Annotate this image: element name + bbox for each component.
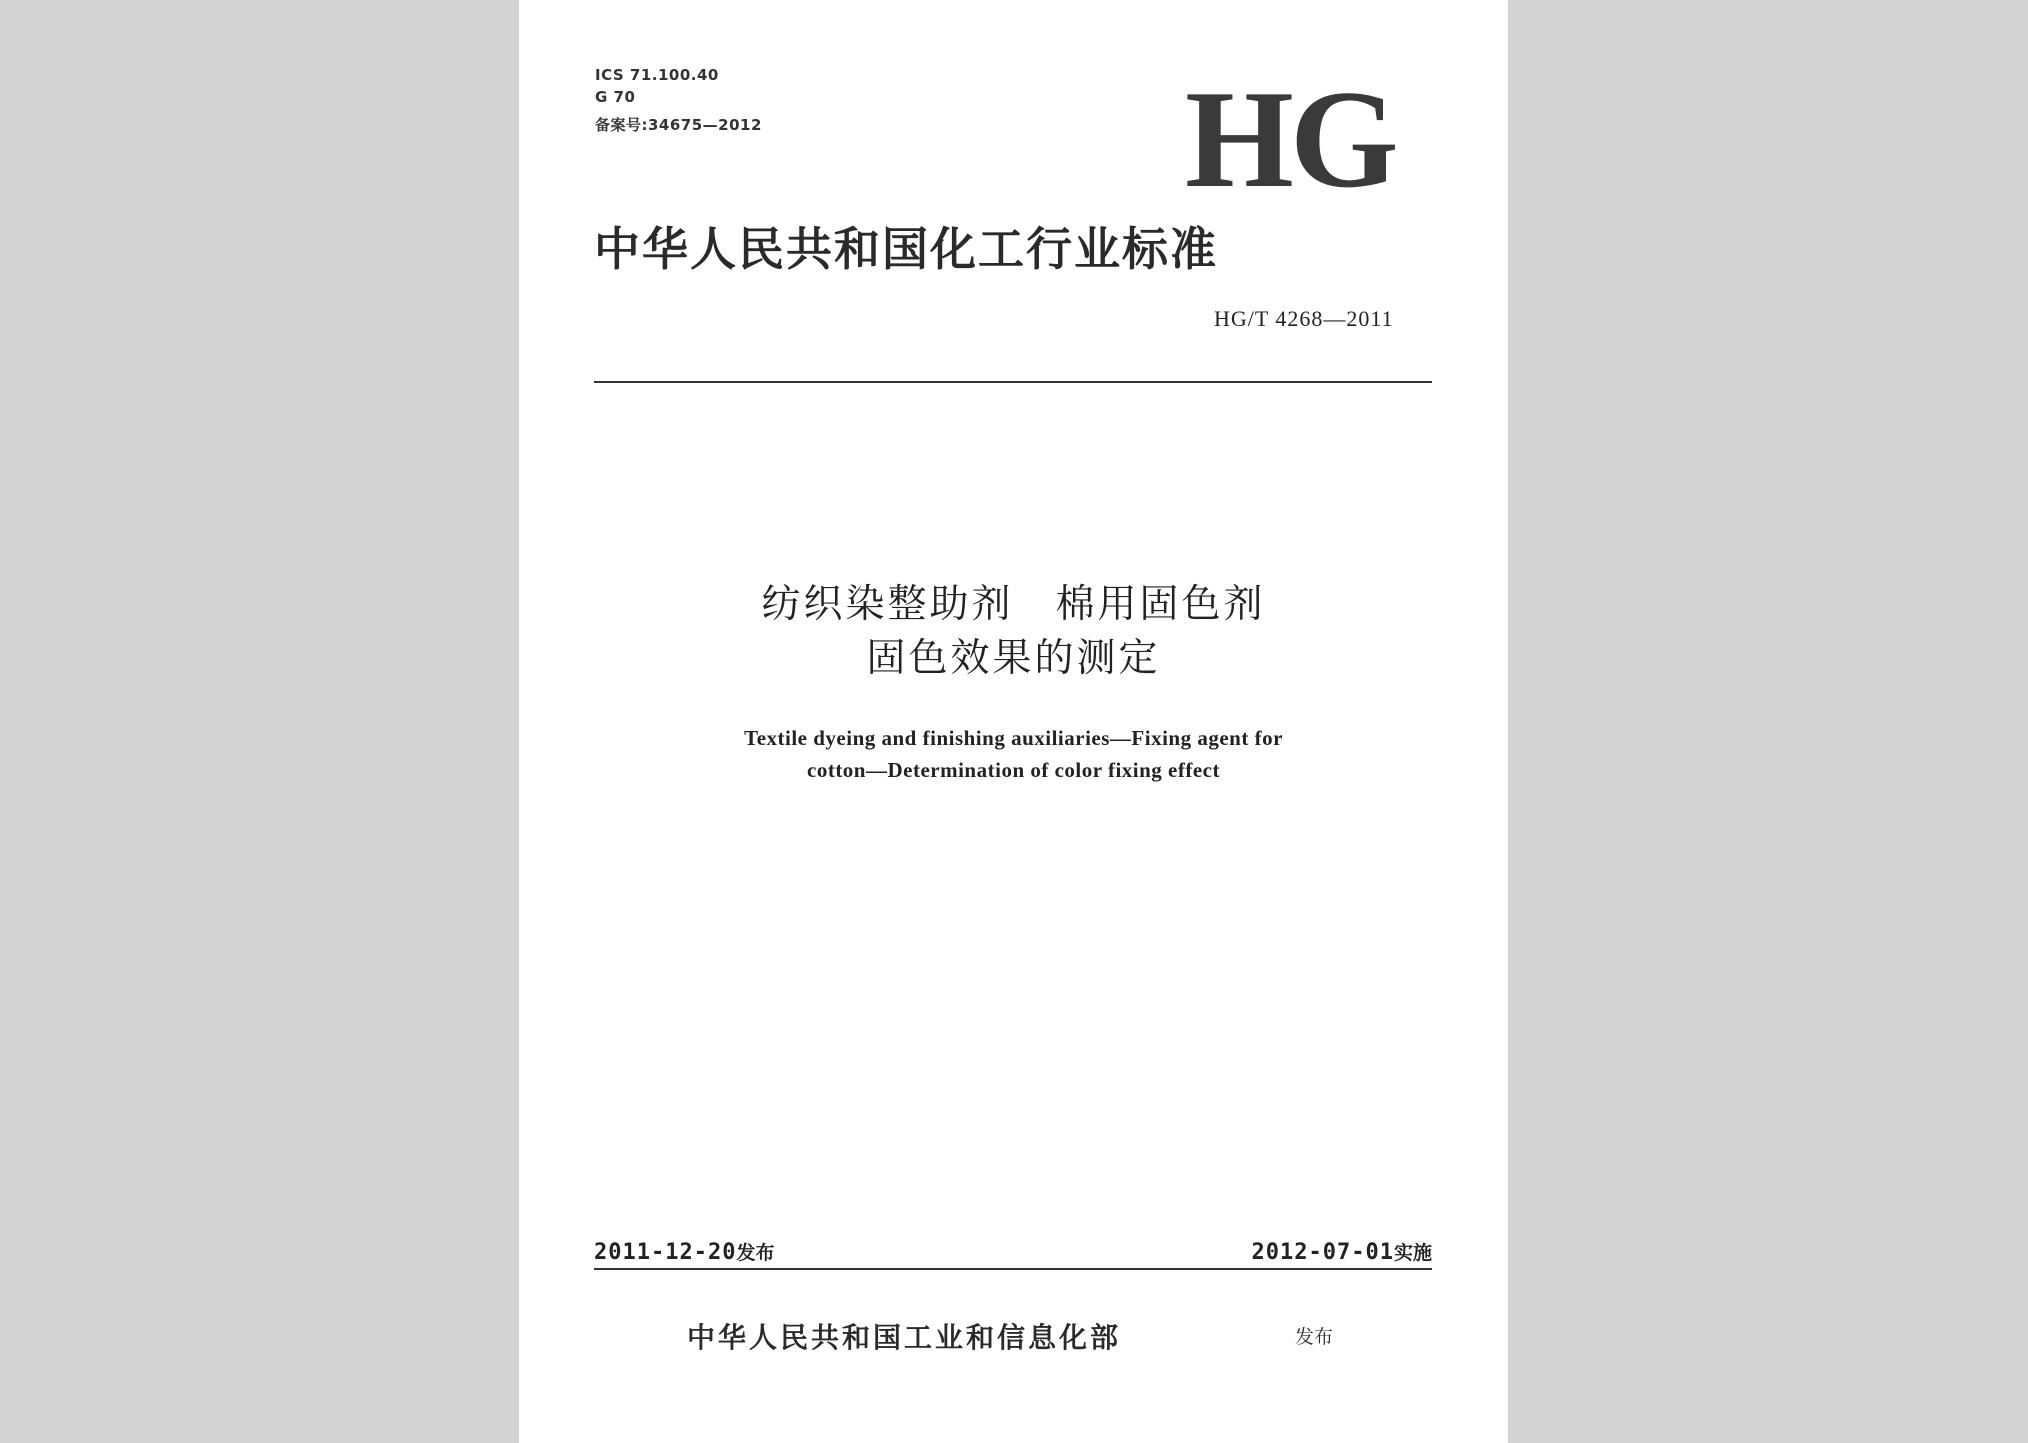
- record-number: 备案号:34675—2012: [595, 116, 762, 134]
- footer-divider: [594, 1268, 1432, 1270]
- issuing-authority: 中华人民共和国工业和信息化部: [687, 1321, 1122, 1354]
- ics-code: ICS 71.100.40: [595, 66, 719, 84]
- document-title-cn-line1: 纺织染整助剂 棉用固色剂: [761, 582, 1266, 627]
- effective-date: 2012-07-01: [1251, 1240, 1394, 1265]
- header-divider: [594, 381, 1432, 383]
- document-title-en-line2: cotton—Determination of color fixing effect: [807, 758, 1220, 782]
- effective-label: 实施: [1393, 1242, 1432, 1264]
- issue-label: 发布: [736, 1242, 775, 1264]
- effective-date-block: [1252, 1238, 1432, 1265]
- standard-title: 中华人民共和国化工行业标准: [594, 222, 1218, 276]
- standard-code: HG/T 4268—2011: [1214, 306, 1394, 331]
- issue-date: 2011-12-20: [594, 1240, 737, 1265]
- document-title-cn-line2: 固色效果的测定: [866, 636, 1161, 681]
- ccs-code: G 70: [595, 88, 636, 106]
- document-title-en-line1: Textile dyeing and finishing auxiliaries—Fixing agent for: [744, 726, 1283, 750]
- issue-date-block: [594, 1238, 774, 1265]
- document-page: [519, 0, 1508, 1443]
- hg-logo: HG: [1185, 62, 1395, 217]
- issuing-label: 发布: [1295, 1326, 1334, 1348]
